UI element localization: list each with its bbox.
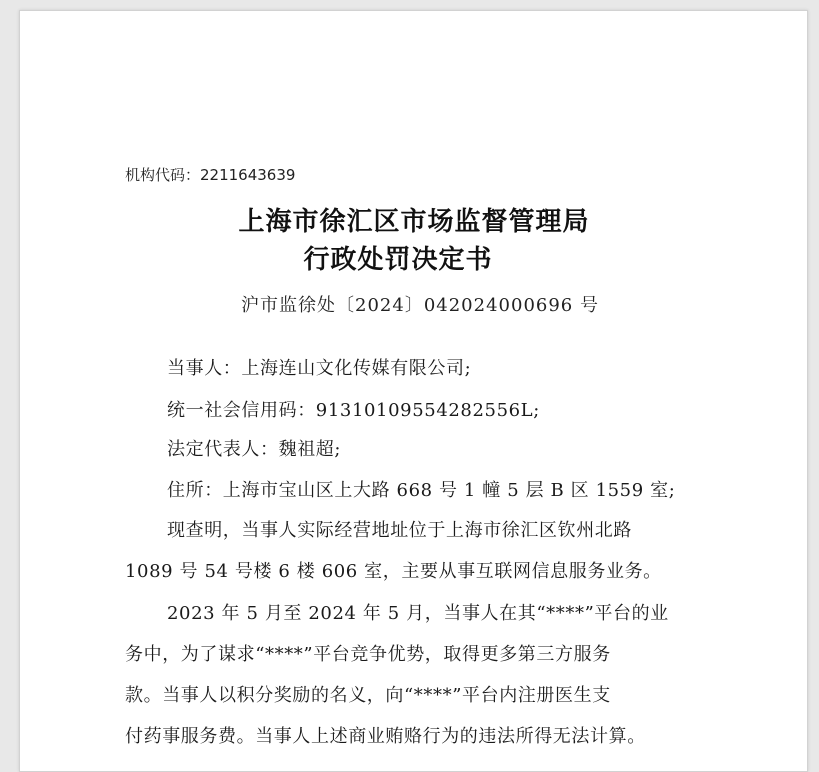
body-line-legal-rep: 法定代表人：魏祖超; <box>167 439 342 460</box>
body-line-finding-2: 1089 号 54 号楼 6 楼 606 室，主要从事互联网信息服务业务。 <box>125 561 662 582</box>
body-line-violation-4: 付药事服务费。当事人上述商业贿赂行为的违法所得无法计算。 <box>125 726 646 747</box>
document-number: 沪市监徐处〔2024〕042024000696 号 <box>241 295 599 316</box>
body-line-finding-1: 现查明，当事人实际经营地址位于上海市徐汇区钦州北路 <box>167 520 632 541</box>
body-line-violation-1: 2023 年 5 月至 2024 年 5 月，当事人在其“****”平台的业 <box>167 603 669 624</box>
document-title-agency: 上海市徐汇区市场监督管理局 <box>238 207 590 237</box>
org-code: 机构代码：2211643639 <box>125 166 296 184</box>
body-line-credit-code: 统一社会信用码：91310109554282556L; <box>167 400 540 421</box>
body-line-violation-3: 款。当事人以积分奖励的名义，向“****”平台内注册医生支 <box>125 685 611 706</box>
body-line-address: 住所：上海市宝山区上大路 668 号 1 幢 5 层 B 区 1559 室; <box>167 480 676 501</box>
body-line-violation-2: 务中，为了谋求“****”平台竞争优势，取得更多第三方服务 <box>125 644 611 665</box>
document-page <box>19 10 808 772</box>
document-title-type: 行政处罚决定书 <box>303 245 493 275</box>
body-line-party: 当事人：上海连山文化传媒有限公司; <box>167 358 472 379</box>
